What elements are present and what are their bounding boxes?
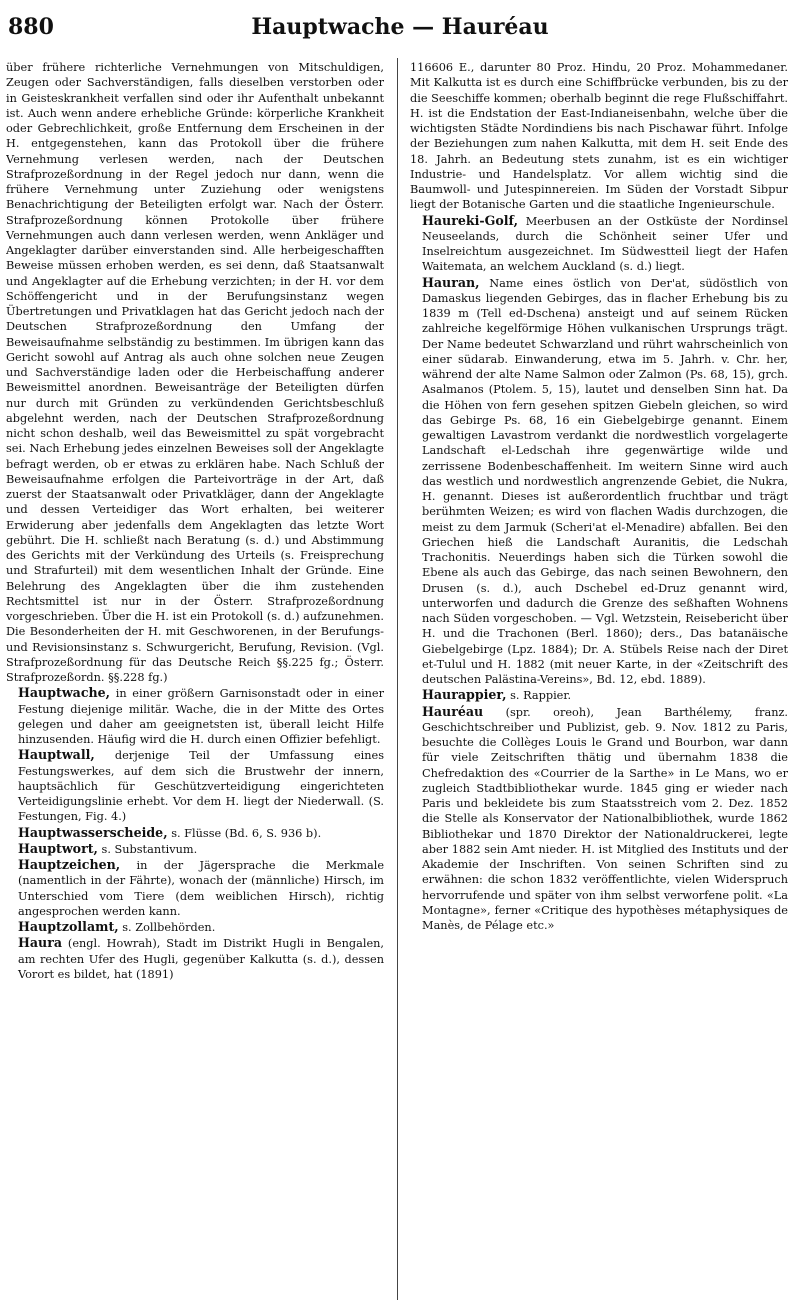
entry-lemma: Haurappier,: [422, 687, 507, 703]
entry-text: (engl. Howrah), Stadt im Distrikt Hugli in Bengalen, am rechten Ufer des Hugli, gegenüber Kalkutta (s. d.), dessen Vorort es bildet, hat (1891): [18, 937, 384, 981]
column-divider: [397, 58, 398, 1300]
entry-text: über frühere richterliche Vernehmungen von Mitschuldigen, Zeugen oder Sachverständigen, falls dieselben verstorben oder in Geisteskrankheit verfallen sind oder ihr Aufenthalt unbekannt ist. Auch wenn andere erhebliche Gründe: körperliche Krankheit oder Gebrechlichkeit, große Entfernung dem Erscheinen in der H. entgegenstehen, kann das Protokoll über die frühere Vernehmung verlesen werden, nach der Deutschen Strafprozeßordnung in der Regel jedoch nur dann, wenn die frühere Vernehmung unter Zuziehung oder wenigstens Benachrichtigung der Beteiligten erfolgt war. Nach der Österr. Strafprozeßordnung können Protokolle über frühere Vernehmungen auch dann verlesen werden, wenn Ankläger und Angeklagter darüber einverstanden sind. Alle herbeigeschafften Beweise müssen erhoben werden, es sei denn, daß Staatsanwalt und Angeklagter auf die Erhebung verzichten; in der H. vor dem Schöffengericht und in der Berufungsinstanz wegen Übertretungen und Privatklagen hat das Gericht jedoch nach der Deutschen Strafprozeßordnung den Umfang der Beweisaufnahme selbständig zu bestimmen. Im übrigen kann das Gericht sowohl auf Antrag als auch ohne solchen neue Zeugen und Sachverständige laden oder die Herbeischaffung anderer Beweismittel anordnen. Beweisanträge der Beteiligten dürfen nur durch mit Gründen zu verkündenden Gerichtsbeschluß abgelehnt werden, nach der Deutschen Strafprozeßordnung nicht schon deshalb, weil das Beweismittel zu spät vorgebracht sei. Nach Erhebung jedes einzelnen Beweises soll der Angeklagte befragt werden, ob er etwas zu erklären habe. Nach Schluß der Beweisaufnahme erfolgen die Parteivorträge in der Art, daß zuerst der Staatsanwalt oder Privatkläger, dann der Angeklagte und dessen Verteidiger das Wort erhalten, bei weiterer Erwiderung aber jedenfalls dem Angeklagten das letzte Wort gebührt. Die H. schließt nach Beratung (s. d.) und Abstimmung des Gerichts mit der Verkündung des Urteils (s. Freisprechung und Strafurteil) mit dem wesentlichen Inhalt der Gründe. Eine Belehrung des Angeklagten über die ihm zustehenden Rechtsmittel ist nur in der Österr. Strafprozeßordnung vorgeschrieben. Über die H. ist ein Protokoll (s. d.) aufzunehmen. Die Besonderheiten der H. mit Geschworenen, in der Berufungs- und Revisionsinstanz s. Schwurgericht, Berufung, Revision. (Vgl. Strafprozeßordnung für das Deutsche Reich §§.225 fg.; Österr. Strafprozeßordn. §§.228 fg.): [6, 61, 384, 684]
dictionary-entry: [410, 704, 788, 934]
entry-text: in einer größern Garnisonstadt oder in einer Festung diejenige militär. Wache, die in der Mitte des Ortes gelegen und daher am geeignetsten ist, überall leicht Hilfe hinzusenden. Häufig wird die H. durch einen Offizier befehligt.: [18, 687, 384, 746]
entry-text: Name eines östlich von Der'at, südöstlich von Damaskus liegenden Gebirges, das in flacher Erhebung bis zu 1839 m (Tell ed-Dschena) ansteigt und auf seinem Rücken zahlreiche kegelförmige Höhen vulkanischen Ursprungs trägt. Der Name bedeutet Schwarzland und rührt wahrscheinlich von einer südarab. Einwanderung, etwa im 5. Jahrh. v. Chr. her, während der alte Name Salmon oder Zalmon (Ps. 68, 15), grch. Asalmanos (Ptolem. 5, 15), lautet und denselben Sinn hat. Da die Höhen von fern gesehen spitzen Giebeln gleichen, so wird das Gebirge Ps. 68, 16 ein Giebelgebirge genannt. Einem gewaltigen Lavastrom verdankt die nordwestlich vorgelagerte Landschaft el-Ledschah ihre gegenwärtige wilde und zerrissene Bodenbeschaffenheit. Im weitern Sinne wird auch das westlich und nordwestlich angrenzende Gebiet, die Nukra, H. genannt. Dieses ist außerordentlich fruchtbar und trägt berühmten Weizen; es wird von flachen Wadis durchzogen, die meist zu dem Jarmuk (Scheri'at el-Menadire) abfallen. Bei den Griechen hieß die Landschaft Auranitis, die Ledschah Trachonitis. Neuerdings haben sich die Türken sowohl die Ebene als auch das Gebirge, das nach seinen Bewohnern, den Drusen (s. d.), auch Dschebel ed-Druz genannt wird, unterworfen und dadurch die Grenze des seßhaften Wohnens nach Süden vorgeschoben. — Vgl. Wetzstein, Reisebericht über H. und die Trachonen (Berl. 1860); ders., Das batanäische Giebelgebirge (Lpz. 1884); Dr. A. Stübels Reise nach der Diret et-Tulul und H. 1882 (mit neuer Karte, in der «Zeitschrift des deutschen Palästina-Vereins», Bd. 12, ebd. 1889).: [422, 276, 788, 686]
entry-lemma: Hauptwall,: [18, 747, 95, 763]
entry-lemma: Hauréau: [422, 703, 484, 719]
entry-text: s. Substantivum.: [101, 842, 198, 856]
dictionary-entry: [410, 213, 788, 275]
entry-text: (spr. oreoh), Jean Barthélemy, franz. Geschichtschreiber und Publizist, geb. 9. Nov. 1812 zu Paris, besuchte die Collèges Louis le Grand und Bourbon, war dann für viele Zeitschriften thätig und übernahm 1838 die Chefredaktion des «Courrier de la Sarthe» in Le Mans, wo er zugleich Stadtbibliothekar wurde. 1845 ging er wieder nach Paris und bekleidete bis zum Staatsstreich vom 2. Dez. 1852 die Stelle als Konservator der Nationalbibliothek, wurde 1862 Bibliothekar und 1870 Direktor der Nationaldruckerei, legte aber 1882 sein Amt nieder. H. ist Mitglied des Instituts und der Akademie der Inschriften. Von seinen Schriften sind zu erwähnen: die schon 1832 veröffentlichte, vielen Widerspruch hervorrufende und später von ihm selbst verworfene polit. «La Montagne», ferner «Critique des hypothèses métaphysiques de Manès, de Pélage etc.»: [422, 705, 788, 932]
page-header: [0, 4, 800, 54]
entry-lemma: Hauptwache,: [18, 685, 111, 701]
entry-text: s. Zollbehörden.: [122, 921, 216, 934]
entry-text: s. Flüsse (Bd. 6, S. 936 b).: [171, 826, 322, 840]
dictionary-entry: [6, 825, 384, 841]
entry-text: Meerbusen an der Ostküste der Nordinsel Neuseelands, durch die Schönheit seiner Ufer und Inselreichtum ausgezeichnet. Im Südwestteil liegt der Hafen Waitemata, an welchem Auckland (s. d.) liegt.: [422, 214, 788, 274]
dictionary-entry: [6, 935, 384, 982]
running-head: Hauptwache — Hauréau: [251, 14, 549, 40]
entry-text: derjenige Teil der Umfassung eines Festungswerkes, auf dem sich die Brustwehr der innern, hauptsächlich für Geschützverteidigung eingerichteten Verteidigungslinie erhebt. Vor dem H. liegt der Niederwall. (S. Festungen, Fig. 4.): [18, 749, 384, 824]
entry-lemma: Hauptwasserscheide,: [18, 824, 168, 840]
right-column: [410, 60, 788, 1300]
entry-text: 116606 E., darunter 80 Proz. Hindu, 20 Proz. Mohammedaner. Mit Kalkutta ist es durch eine Schiffbrücke verbunden, bis zu der die Seeschiffe kommen; oberhalb beginnt die rege Flußschiffahrt. H. ist die Endstation der East-Indianeisenbahn, welche über die wichtigsten Städte Nordindiens bis nach Pischawar führt. Infolge der Beziehungen zum nahen Kalkutta, mit dem H. seit Ende des 18. Jahrh. an Bedeutung stets zunahm, ist es ein wichtiger Industrie- und Handelsplatz. Vor allem wichtig sind die Baumwoll- und Jutespinnereien. Im Süden der Vorstadt Sibpur liegt der Botanische Garten und die staatliche Ingenieurschule.: [410, 61, 788, 212]
dictionary-entry: [6, 60, 384, 685]
dictionary-entry: [6, 747, 384, 824]
entry-text: in der Jägersprache die Merkmale (namentlich in der Fährte), wonach der (männliche) Hirsch, im Unterschied vom Tiere (dem weiblichen Hirsch), richtig angesprochen werden kann.: [18, 859, 384, 918]
dictionary-entry: [410, 60, 788, 213]
entry-lemma: Haura: [18, 935, 63, 951]
dictionary-entry: [6, 919, 384, 935]
dictionary-entry: [410, 275, 788, 688]
entry-lemma: Haureki-Golf,: [422, 212, 519, 228]
page-number: 880: [8, 14, 54, 40]
dictionary-entry: [6, 857, 384, 919]
entry-lemma: Hauptwort,: [18, 840, 98, 856]
entry-lemma: Hauptzollamt,: [18, 919, 119, 934]
left-column: [6, 60, 384, 1300]
dictionary-entry: [6, 685, 384, 747]
entry-lemma: Hauptzeichen,: [18, 857, 121, 872]
entry-lemma: Hauran,: [422, 274, 480, 290]
entry-text: s. Rappier.: [510, 689, 572, 703]
dictionary-entry: [410, 687, 788, 703]
dictionary-entry: [6, 841, 384, 857]
